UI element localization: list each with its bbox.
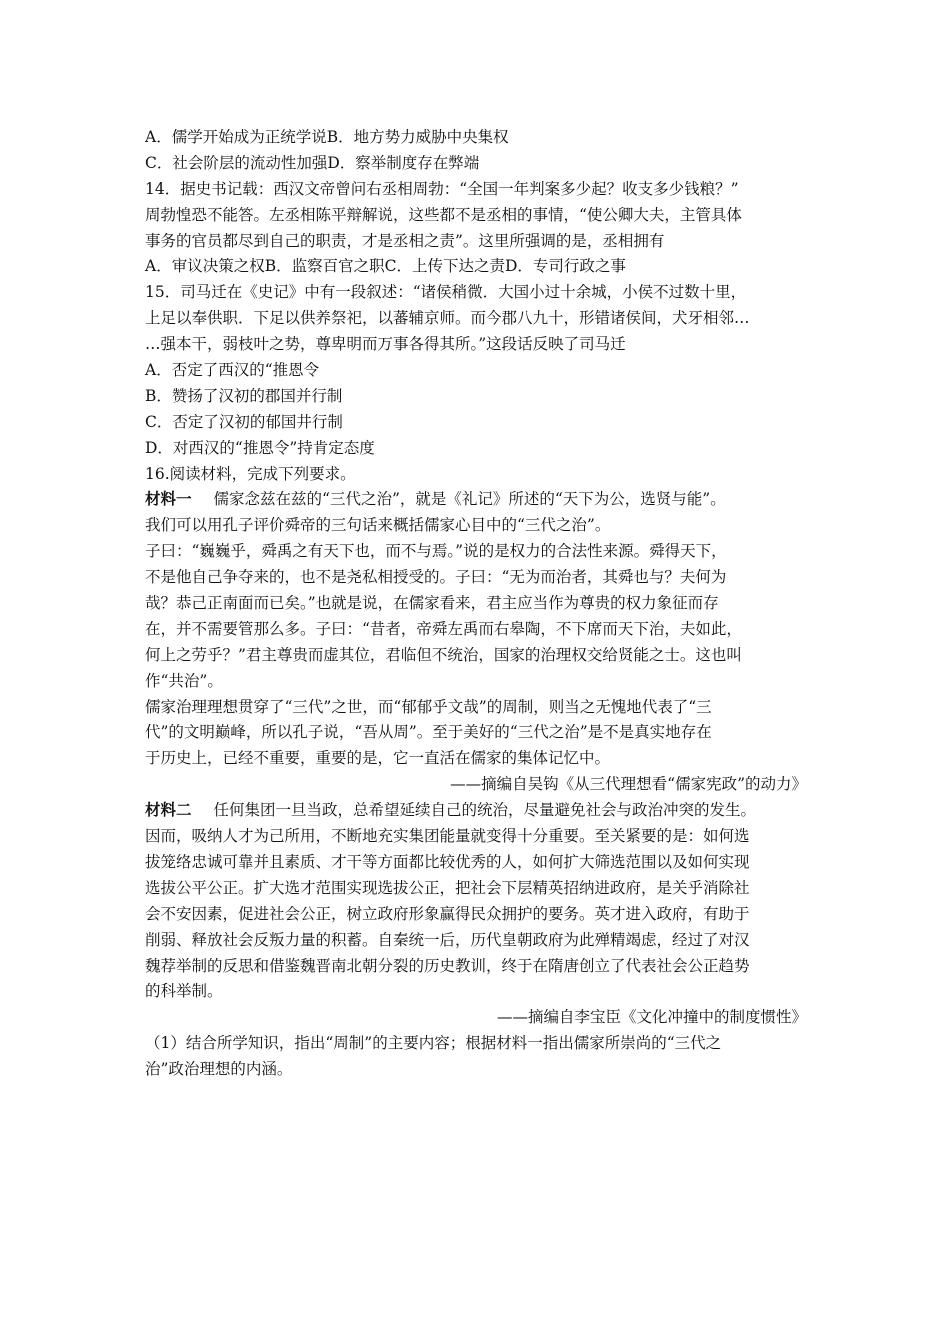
material-1-text: 何上之劳乎？”君主尊贵而虚其位，君临但不统治，国家的治理权交给贤能之士。这也叫 bbox=[145, 645, 742, 664]
question-15-option-b: B．赞扬了汉初的郡国并行制 bbox=[145, 386, 343, 405]
material-1-text: 儒家治理理想贯穿了“三代”之世，而“郁郁乎文哉”的周制，则当之无愧地代表了“三 bbox=[145, 697, 712, 716]
material-1-text: 不是他自己争夺来的，也不是尧私相授受的。子曰：“无为而治者，其舜也与？夫何为 bbox=[145, 568, 727, 587]
material-2-source: ——摘编自李宝臣《文化冲撞中的制度惯性》 bbox=[496, 1008, 807, 1027]
material-1-text: 在，并不需要管那么多。子曰：“昔者，帝舜左禹而右皋陶，不下席而天下治，夫如此， bbox=[145, 619, 742, 638]
material-2-text: 会不安因素，促进社会公正，树立政府形象赢得民众拥护的要务。英才进入政府，有助于 bbox=[145, 904, 750, 923]
question-15-option-c: C．否定了汉初的郁国井行制 bbox=[145, 412, 343, 431]
material-2-text: 任何集团一旦当政，总希望延续自己的统治，尽量避免社会与政治冲突的发生。 bbox=[213, 801, 757, 820]
material-2-first-line bbox=[145, 798, 807, 824]
question-16-intro: 16.阅读材料，完成下列要求。 bbox=[145, 464, 356, 483]
material-2-text: 削弱、释放社会反叛力量的积蓄。自秦统一后，历代皇朝政府为此殚精竭虑，经过了对汉 bbox=[145, 930, 750, 949]
question-14-text: 周勃惶恐不能答。左丞相陈平辩解说，这些都不是丞相的事情，“使公卿大夫，主管具体 bbox=[145, 205, 742, 224]
question-14-text: 事务的官员都尽到自己的职责，才是丞相之责”。这里所强调的是，丞相拥有 bbox=[145, 231, 665, 250]
material-2-text: 因而，吸纳人才为己所用，不断地充实集团能量就变得十分重要。至关紧要的是：如何选 bbox=[145, 827, 750, 846]
material-2-text: 选拔公平公正。扩大选才范围实现选拔公正，把社会下层精英招纳进政府，是关乎消除社 bbox=[145, 878, 750, 897]
material-1-first-line bbox=[145, 487, 807, 513]
material-1-text: 子曰：“巍巍乎，舜禹之有天下也，而不与焉。”说的是权力的合法性来源。舜得天下， bbox=[145, 542, 727, 561]
material-1-text: 代”的文明巅峰，所以孔子说，“吾从周”。至于美好的“三代之治”是不是真实地存在 bbox=[145, 723, 712, 742]
question-14-options: A．审议决策之权B．监察百官之职C．上传下达之责D．专司行政之事 bbox=[145, 257, 626, 276]
material-2-text: 魏荐举制的反思和借鉴魏晋南北朝分裂的历史教训，终于在隋唐创立了代表社会公正趋势 bbox=[145, 956, 750, 975]
material-1-source: ——摘编自吴钩《从三代理想看“儒家宪政”的动力》 bbox=[450, 775, 807, 794]
sub-question-1: 治”政治理想的内涵。 bbox=[145, 1060, 293, 1079]
material-1-text: 于历史上，已经不重要，重要的是，它一直活在儒家的集体记忆中。 bbox=[145, 749, 611, 768]
question-15-text: …强本干，弱枝叶之势，尊卑明而万事各得其所。”这段话反映了司马迁 bbox=[145, 335, 626, 354]
material-2-text: 拔笼络忠诚可靠并且素质、才干等方面都比较优秀的人，如何扩大筛选范围以及如何实现 bbox=[145, 852, 750, 871]
option-line: A．儒学开始成为正统学说B．地方势力威胁中央集权 bbox=[145, 128, 509, 146]
sub-question-1: （1）结合所学知识，指出“周制”的主要内容；根据材料一指出儒家所崇尚的“三代之 bbox=[145, 1034, 722, 1053]
material-2-text: 的科举制。 bbox=[145, 982, 223, 1001]
question-14-text: 14．据史书记载：西汉文帝曾问右丞相周勃：“全国一年判案多少起？收支多少钱粮？” bbox=[145, 179, 739, 198]
question-15-text: 上足以奉供职．下足以供养祭祀，以蕃辅京师。而今郡八九十，形错诸侯间，犬牙相邻… bbox=[145, 309, 750, 328]
question-15-text: 15．司马迁在《史记》中有一段叙述：“诸侯稍微．大国小过十余城，小侯不过数十里， bbox=[145, 283, 747, 302]
material-2-label: 材料二 bbox=[145, 801, 192, 820]
material-1-label: 材料一 bbox=[145, 490, 192, 509]
material-1-text: 我们可以用孔子评价舜帝的三句话来概括儒家心目中的“三代之治”。 bbox=[145, 516, 611, 535]
material-1-text: 儒家念兹在兹的“三代之治”，就是《礼记》所述的“天下为公，选贤与能”。 bbox=[213, 490, 726, 509]
option-line: C．社会阶层的流动性加强D．察举制度存在弊端 bbox=[145, 153, 480, 172]
question-15-option-d: D．对西汉的“推恩令”持肯定态度 bbox=[145, 438, 375, 457]
document-body bbox=[145, 125, 807, 1083]
material-1-text: 哉？恭己正南面而已矣。”也就是说，在儒家看来，君主应当作为尊贵的权力象征而存 bbox=[145, 594, 719, 613]
material-1-text: 作“共治”。 bbox=[145, 671, 223, 690]
question-15-option-a: A．否定了西汉的“推恩令 bbox=[145, 361, 320, 380]
